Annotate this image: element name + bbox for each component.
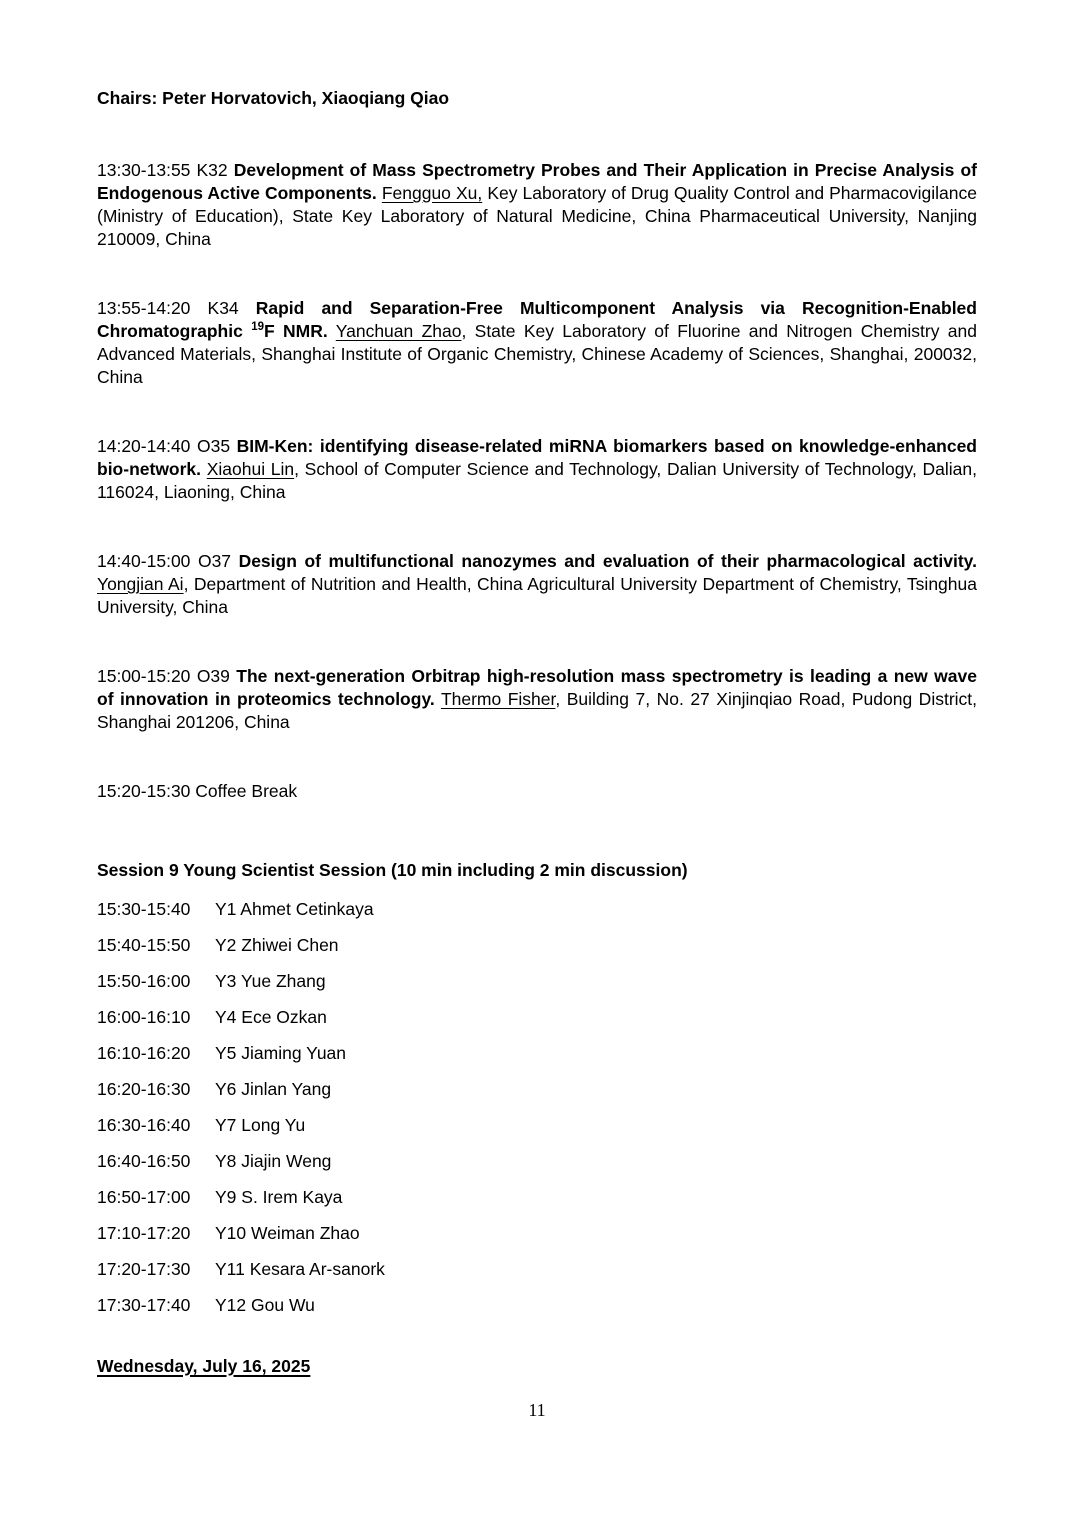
- row-speaker: Y12 Gou Wu: [215, 1295, 315, 1315]
- row-speaker: Y5 Jiaming Yuan: [215, 1043, 347, 1063]
- talk-title: Rapid and Separation-Free Multicomponent Analysis via Recognition-Enabled Chromatographic $^{19}$F NMR.: [97, 298, 977, 341]
- talk-entry-k34: [97, 297, 977, 389]
- coffee-break-time: 15:20-15:30: [97, 781, 191, 801]
- schedule-row-y1: [97, 898, 977, 921]
- row-time: 16:50-17:00: [97, 1187, 191, 1207]
- row-speaker: Y8 Jiajin Weng: [215, 1151, 332, 1171]
- row-time: 17:20-17:30: [97, 1259, 191, 1279]
- talk-speaker: Fengguo Xu,: [381, 183, 483, 203]
- talk-entry-o35: [97, 435, 977, 504]
- talk-code: O37: [197, 551, 232, 571]
- page-number: 11: [528, 1400, 546, 1420]
- schedule-row-y3: [97, 970, 977, 993]
- talk-affiliation: Key Laboratory of Drug Quality Control and Pharmacovigilance (Ministry of Education), State Key Laboratory of Natural Medicine, China Pharmaceutical University, Nanjing 210009, China: [97, 183, 977, 249]
- schedule-row-y7: [97, 1114, 977, 1137]
- row-speaker: Y7 Long Yu: [215, 1115, 306, 1135]
- row-time: 17:10-17:20: [97, 1223, 191, 1243]
- row-speaker: Y9 S. Irem Kaya: [215, 1187, 343, 1207]
- talk-affiliation: , School of Computer Science and Technology, Dalian University of Technology, Dalian, 116024, Liaoning, China: [97, 459, 977, 502]
- coffee-break-label: Coffee Break: [195, 781, 298, 801]
- schedule-row-y6: [97, 1078, 977, 1101]
- row-speaker: Y2 Zhiwei Chen: [215, 935, 339, 955]
- talk-time: 13:30-13:55: [97, 160, 191, 180]
- row-speaker: Y4 Ece Ozkan: [215, 1007, 327, 1027]
- talk-affiliation: , Department of Nutrition and Health, China Agricultural University Department of Chemistry, Tsinghua University, China: [97, 574, 977, 617]
- talk-speaker: Yongjian Ai: [97, 574, 184, 594]
- chairs-line: Chairs: Peter Horvatovich, Xiaoqiang Qiao: [97, 88, 450, 108]
- talk-title: Design of multifunctional nanozymes and evaluation of their pharmacological activity.: [238, 551, 977, 571]
- schedule-row-y11: [97, 1258, 977, 1281]
- row-time: 16:10-16:20: [97, 1043, 191, 1063]
- talk-entry-o39: [97, 665, 977, 734]
- row-speaker: Y1 Ahmet Cetinkaya: [215, 899, 374, 919]
- row-time: 15:50-16:00: [97, 971, 191, 991]
- row-time: 16:20-16:30: [97, 1079, 191, 1099]
- row-time: 17:30-17:40: [97, 1295, 191, 1315]
- row-speaker: Y3 Yue Zhang: [215, 971, 326, 991]
- row-time: 15:40-15:50: [97, 935, 191, 955]
- schedule-row-y2: [97, 934, 977, 957]
- row-speaker: Y6 Jinlan Yang: [215, 1079, 332, 1099]
- coffee-break-line: [97, 780, 977, 803]
- talk-title: Development of Mass Spectrometry Probes and Their Application in Precise Analysis of Endogenous Active Components.: [97, 160, 977, 203]
- talk-title: BIM-Ken: identifying disease-related miRNA biomarkers based on knowledge-enhanced bio-network.: [97, 436, 977, 479]
- session9-schedule: [97, 898, 977, 1317]
- talk-time: 14:40-15:00: [97, 551, 191, 571]
- talk-time: 14:20-14:40: [97, 436, 191, 456]
- row-speaker: Y11 Kesara Ar-sanork: [215, 1259, 385, 1279]
- talk-code: K32: [196, 160, 228, 180]
- schedule-row-y4: [97, 1006, 977, 1029]
- talk-time: 15:00-15:20: [97, 666, 191, 686]
- talk-code: O35: [196, 436, 231, 456]
- talk-entry-o37: [97, 550, 977, 619]
- talk-code: O39: [196, 666, 230, 686]
- talk-speaker: Yanchuan Zhao: [335, 321, 462, 341]
- next-day-heading: Wednesday, July 16, 2025: [97, 1356, 311, 1376]
- talk-affiliation: , State Key Laboratory of Fluorine and Nitrogen Chemistry and Advanced Materials, Shanghai Institute of Organic Chemistry, Chinese Academy of Sciences, Shanghai, 200032, China: [97, 321, 977, 387]
- talk-title: The next-generation Orbitrap high-resolution mass spectrometry is leading a new wave of innovation in proteomics technology.: [97, 666, 977, 709]
- row-time: 16:00-16:10: [97, 1007, 191, 1027]
- schedule-row-y9: [97, 1186, 977, 1209]
- row-time: 16:40-16:50: [97, 1151, 191, 1171]
- schedule-row-y10: [97, 1222, 977, 1245]
- schedule-row-y8: [97, 1150, 977, 1173]
- talk-speaker: Xiaohui Lin: [206, 459, 295, 479]
- schedule-row-y5: [97, 1042, 977, 1065]
- row-speaker: Y10 Weiman Zhao: [215, 1223, 360, 1243]
- talk-affiliation: , Building 7, No. 27 Xinjinqiao Road, Pudong District, Shanghai 201206, China: [97, 689, 978, 732]
- row-time: 16:30-16:40: [97, 1115, 191, 1135]
- talk-code: K34: [207, 298, 239, 318]
- schedule-row-y12: [97, 1294, 977, 1317]
- session9-heading: Session 9 Young Scientist Session (10 min including 2 min discussion): [97, 860, 688, 880]
- superscript-19: 19: [251, 321, 264, 334]
- talk-speaker: Thermo Fisher: [440, 689, 556, 709]
- row-time: 15:30-15:40: [97, 899, 191, 919]
- talk-time: 13:55-14:20: [97, 298, 191, 318]
- talk-entry-k32: [97, 159, 977, 251]
